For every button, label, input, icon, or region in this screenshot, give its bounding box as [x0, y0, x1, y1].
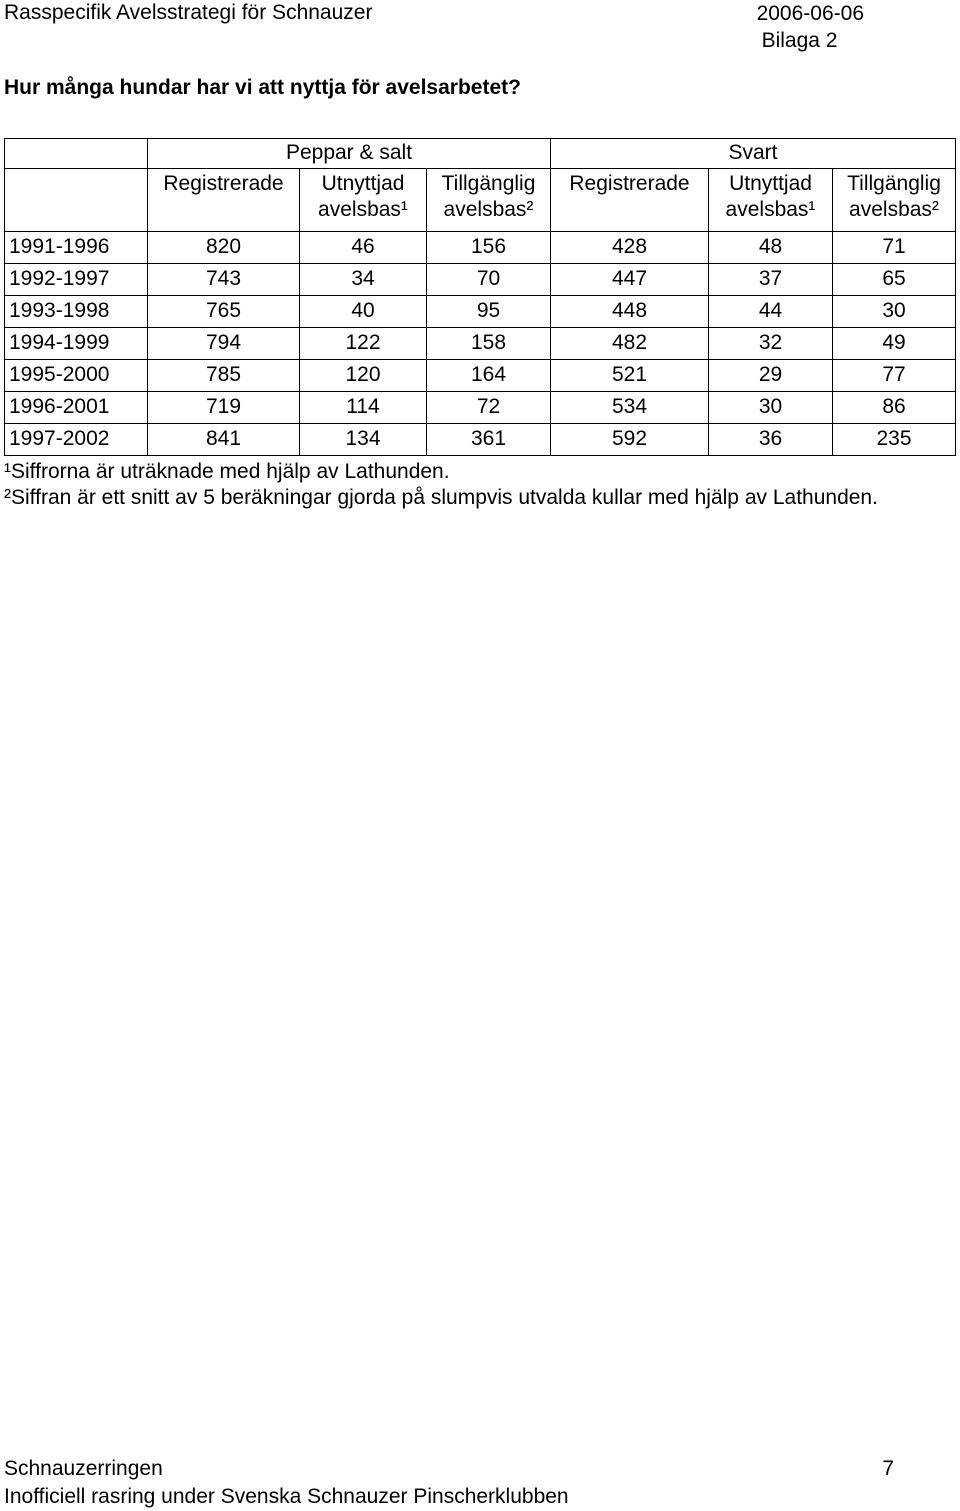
table-cell: 30	[833, 296, 956, 328]
table-cell: 448	[551, 296, 709, 328]
breeding-base-table	[4, 138, 956, 456]
table-cell: 34	[300, 264, 427, 296]
table-cell: 841	[148, 424, 300, 456]
table-row	[5, 424, 956, 456]
table-cell: 77	[833, 360, 956, 392]
table-cell: 428	[551, 232, 709, 264]
table-cell: 29	[709, 360, 833, 392]
table-cell: 765	[148, 296, 300, 328]
table-row-label-header	[5, 169, 148, 232]
row-period: 1994-1999	[5, 328, 148, 360]
table-cell: 122	[300, 328, 427, 360]
appendix-label: Bilaga 2	[761, 29, 838, 52]
column-header: Registrerade	[148, 169, 300, 232]
table-row	[5, 392, 956, 424]
footnote-1: ¹Siffrorna är uträknade med hjälp av Lathunden.	[4, 460, 450, 483]
row-period: 1992-1997	[5, 264, 148, 296]
table-cell: 794	[148, 328, 300, 360]
table-cell: 361	[427, 424, 551, 456]
table-row	[5, 232, 956, 264]
header-meta	[757, 0, 864, 54]
table-cell: 49	[833, 328, 956, 360]
table-cell: 48	[709, 232, 833, 264]
group-header-peppar-salt: Peppar & salt	[148, 139, 551, 169]
table-cell: 134	[300, 424, 427, 456]
footnotes	[4, 459, 904, 511]
table-cell: 719	[148, 392, 300, 424]
row-period: 1996-2001	[5, 392, 148, 424]
footnote-2: ²Siffran är ett snitt av 5 beräkningar gjorda på slumpvis utvalda kullar med hjälp av Lathunden.	[4, 486, 878, 509]
table-group-header-row	[5, 139, 956, 169]
table-cell: 156	[427, 232, 551, 264]
document-title: Rasspecifik Avelsstrategi för Schnauzer	[4, 1, 373, 24]
table-cell: 482	[551, 328, 709, 360]
table-cell: 86	[833, 392, 956, 424]
table-cell: 72	[427, 392, 551, 424]
table-cell: 785	[148, 360, 300, 392]
table-column-header-row	[5, 169, 956, 232]
footer-top-row	[4, 1455, 894, 1483]
column-header: Tillgänglig avelsbas²	[833, 169, 956, 232]
table-cell: 120	[300, 360, 427, 392]
table-cell: 521	[551, 360, 709, 392]
row-period: 1993-1998	[5, 296, 148, 328]
footer-subtitle: Inofficiell rasring under Svenska Schnauzer Pinscherklubben	[4, 1485, 569, 1508]
table-cell: 32	[709, 328, 833, 360]
table-cell: 65	[833, 264, 956, 296]
table-cell: 36	[709, 424, 833, 456]
column-header: Utnyttjad avelsbas¹	[709, 169, 833, 232]
column-header: Registrerade	[551, 169, 709, 232]
row-period: 1995-2000	[5, 360, 148, 392]
page-number: 7	[882, 1457, 894, 1480]
table-cell: 447	[551, 264, 709, 296]
table-cell: 44	[709, 296, 833, 328]
table-cell: 70	[427, 264, 551, 296]
table-corner-cell	[5, 139, 148, 169]
table-cell: 235	[833, 424, 956, 456]
table-row	[5, 360, 956, 392]
table-cell: 30	[709, 392, 833, 424]
footer-org: Schnauzerringen	[4, 1457, 163, 1480]
table-cell: 592	[551, 424, 709, 456]
table-cell: 158	[427, 328, 551, 360]
document-date: 2006-06-06	[756, 2, 864, 25]
table-cell: 820	[148, 232, 300, 264]
table-cell: 534	[551, 392, 709, 424]
table-cell: 37	[709, 264, 833, 296]
row-period: 1991-1996	[5, 232, 148, 264]
column-header: Tillgänglig avelsbas²	[427, 169, 551, 232]
group-header-svart: Svart	[551, 139, 956, 169]
page-footer	[4, 1455, 894, 1511]
table-cell: 46	[300, 232, 427, 264]
column-header: Utnyttjad avelsbas¹	[300, 169, 427, 232]
table-cell: 71	[833, 232, 956, 264]
table-cell: 114	[300, 392, 427, 424]
table-cell: 40	[300, 296, 427, 328]
table-cell: 95	[427, 296, 551, 328]
table-cell: 743	[148, 264, 300, 296]
page-heading: Hur många hundar har vi att nyttja för avelsarbetet?	[4, 76, 521, 99]
table-row	[5, 296, 956, 328]
table-cell: 164	[427, 360, 551, 392]
row-period: 1997-2002	[5, 424, 148, 456]
table-row	[5, 328, 956, 360]
table-row	[5, 264, 956, 296]
